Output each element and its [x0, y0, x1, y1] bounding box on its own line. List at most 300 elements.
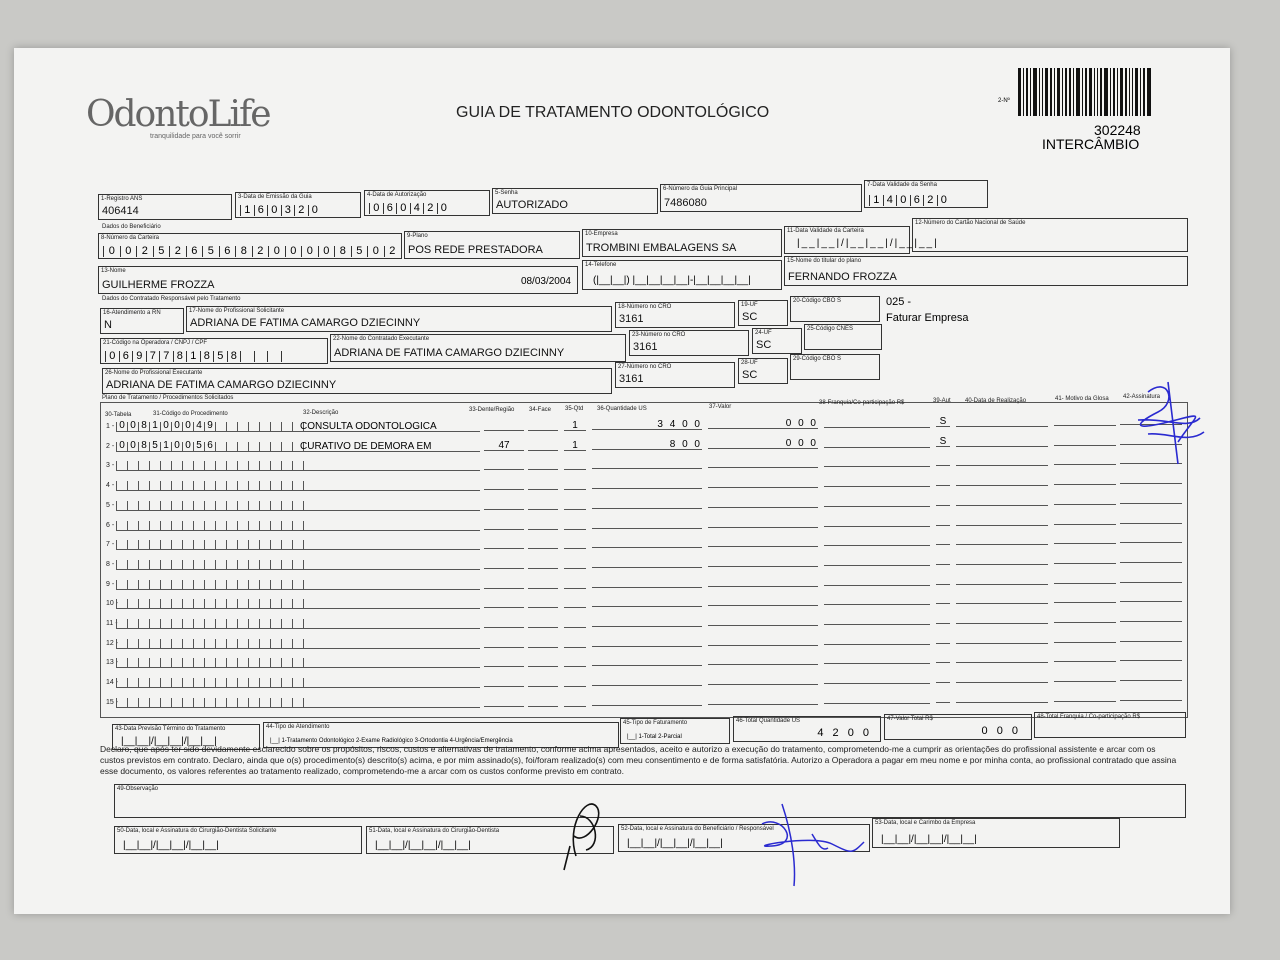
valor-cell — [708, 518, 818, 528]
code-cell: 1 — [149, 422, 160, 432]
digit-cell: 0 — [367, 246, 384, 257]
code-cell — [281, 639, 292, 649]
code-cell — [160, 599, 171, 609]
digit-cell: 6 — [254, 205, 268, 216]
guia-principal-value: 7486080 — [664, 197, 707, 209]
code-cell — [138, 580, 149, 590]
codigo-cells — [116, 461, 314, 470]
code-cell — [237, 481, 248, 491]
code-cell — [149, 678, 160, 688]
cro18-field[interactable] — [615, 302, 735, 328]
code-cell — [171, 461, 182, 471]
titular-field[interactable] — [784, 256, 1188, 286]
code-cell — [237, 580, 248, 590]
code-cell — [270, 678, 281, 688]
qtd-cell — [564, 618, 586, 628]
col-valor: 37-Valor — [709, 404, 732, 410]
aut-cell — [936, 673, 950, 683]
code-cell — [160, 698, 171, 708]
valor-total-field[interactable] — [884, 714, 1032, 740]
assinatura-cell — [1120, 474, 1182, 484]
code-cell: 0 — [171, 422, 182, 432]
code-cell — [281, 521, 292, 531]
sig51-label: 51-Data, local e Assinatura do Cirurgião-Dentista — [369, 828, 500, 834]
uf19-field[interactable] — [738, 300, 788, 326]
barcode-bar — [1135, 68, 1138, 116]
code-cell — [138, 501, 149, 511]
code-cell — [116, 619, 127, 629]
row-number: 4 - — [106, 482, 115, 490]
uf19-value: SC — [742, 311, 758, 323]
qtd-us-cell — [592, 637, 702, 647]
code-cell — [270, 481, 281, 491]
code-cell — [281, 461, 292, 471]
digit-cell: 0 — [318, 246, 335, 257]
code-cell — [237, 540, 248, 550]
col-face: 34-Face — [529, 407, 552, 413]
code-cell — [138, 639, 149, 649]
code-cell — [193, 501, 204, 511]
codigo-cells — [116, 521, 314, 530]
telefone-label: 14-Telefone — [585, 262, 617, 268]
data-realizacao-cell — [956, 575, 1048, 585]
row-number: 10 - — [106, 600, 119, 608]
code-cell — [270, 540, 281, 550]
code-cell — [259, 658, 270, 668]
code-cell — [138, 521, 149, 531]
procedure-row[interactable] — [104, 656, 1184, 670]
franquia-cell — [824, 576, 930, 586]
code-cell — [259, 461, 270, 471]
code-cell — [193, 461, 204, 471]
empresa-field[interactable] — [582, 229, 782, 257]
intercambio-label: INTERCÂMBIO — [1042, 136, 1140, 152]
cbo29-field[interactable] — [790, 354, 880, 380]
atendimento-rn-field[interactable] — [100, 308, 184, 334]
code-cell — [259, 678, 270, 688]
code-cell — [182, 481, 193, 491]
valor-cell — [708, 616, 818, 626]
qtd-us-cell — [592, 499, 702, 509]
qtd-us-cell — [592, 538, 702, 548]
codigo-cells — [116, 560, 314, 569]
digit-cell: 0 — [267, 205, 281, 216]
code-cell — [182, 619, 193, 629]
cns-field[interactable] — [912, 218, 1188, 252]
descricao-cell: CONSULTA ODONTOLOGICA — [300, 422, 480, 432]
executante-field[interactable] — [102, 368, 612, 394]
signature-dentist-image — [556, 786, 616, 876]
face-cell — [528, 539, 558, 549]
digit-cell: 6 — [119, 351, 133, 362]
code-cell — [248, 560, 259, 570]
valor-cell — [708, 695, 818, 705]
total-franquia-label: 48-Total Franquia / Co-participação R$ — [1037, 714, 1141, 720]
digit-cell: 5 — [153, 246, 170, 257]
code-cell — [215, 698, 226, 708]
assinatura-cell — [1120, 632, 1182, 642]
cro27-value: 3161 — [619, 373, 644, 385]
aut-cell — [936, 555, 950, 565]
qtd-cell — [564, 677, 586, 687]
titular-label: 15-Nome do titular do plano — [787, 258, 862, 264]
row-number: 15 - — [106, 698, 119, 706]
code-cell — [248, 698, 259, 708]
aut-cell — [936, 496, 950, 506]
aut-cell — [936, 476, 950, 486]
code-cell — [226, 481, 237, 491]
code-cell — [259, 521, 270, 531]
code-cell — [270, 422, 281, 432]
code-cell — [127, 658, 138, 668]
code-cell — [226, 442, 237, 452]
code-cell — [270, 580, 281, 590]
code-cell — [226, 501, 237, 511]
code-cell — [215, 422, 226, 432]
beneficiario-section: Dados do Beneficiário — [102, 224, 161, 230]
qtd-us-cell: 3 4 0 0 — [592, 420, 702, 430]
code-cell — [160, 540, 171, 550]
code-cell — [237, 619, 248, 629]
plano-value: POS REDE PRESTADORA — [408, 244, 543, 256]
assinatura-cell — [1120, 514, 1182, 524]
code-cell — [226, 422, 237, 432]
qtd-us-cell — [592, 656, 702, 666]
code-cell — [270, 619, 281, 629]
glosa-cell — [1054, 633, 1116, 643]
tipo-faturamento-field[interactable] — [620, 718, 730, 744]
row-number: 3 - — [106, 462, 115, 470]
plano-label: 9-Plano — [407, 233, 428, 239]
code-cell — [193, 619, 204, 629]
sig50-date: |__|__|/|__|__|/|__|__| — [123, 840, 219, 851]
dente-cell — [484, 559, 524, 569]
code-cell — [226, 540, 237, 550]
procedure-row[interactable] — [104, 617, 1184, 631]
code-cell — [160, 560, 171, 570]
sig50-field[interactable] — [114, 826, 362, 854]
digit-cell: 8 — [227, 351, 241, 362]
digit-cell: 7 — [159, 351, 173, 362]
descricao-cell — [300, 461, 480, 471]
face-cell — [528, 559, 558, 569]
data-emissao-field[interactable] — [235, 192, 361, 218]
telefone-blank: (|__|__|) |__|__|__|__|-|__|__|__|__| — [593, 275, 751, 286]
row-number: 14 - — [106, 679, 119, 687]
uf24-value: SC — [756, 339, 772, 351]
data-realizacao-cell — [956, 614, 1048, 624]
code-cell — [149, 658, 160, 668]
digit-cell: 8 — [200, 351, 214, 362]
code-cell — [226, 639, 237, 649]
code-cell — [149, 698, 160, 708]
code-cell — [193, 540, 204, 550]
side-text: Faturar Empresa — [886, 312, 969, 324]
code-cell — [171, 501, 182, 511]
digit-cell: 8 — [334, 246, 351, 257]
franquia-cell — [824, 556, 930, 566]
qtd-cell — [564, 500, 586, 510]
odontolife-logo: OdontoLife — [86, 94, 270, 135]
digit-cell: 1 — [240, 205, 254, 216]
col-descricao: 32-Descrição — [303, 410, 339, 416]
glosa-cell — [1054, 495, 1116, 505]
code-cell — [149, 501, 160, 511]
code-cell — [127, 501, 138, 511]
code-cell — [215, 658, 226, 668]
previsao-label: 43-Data Previsão Término do Tratamento — [115, 726, 226, 732]
code-cell — [237, 560, 248, 570]
digit-cell: 1 — [869, 195, 883, 206]
barcode-bar — [1065, 68, 1067, 116]
code-cell — [193, 580, 204, 590]
procedure-row[interactable] — [104, 459, 1184, 473]
codigo-operadora-field[interactable] — [100, 338, 328, 364]
senha-label: 5-Senha — [495, 190, 518, 196]
code-cell — [281, 580, 292, 590]
total-us-field[interactable] — [733, 716, 881, 742]
validade-carteira-field[interactable] — [784, 226, 939, 254]
aut-cell: S — [936, 437, 950, 447]
code-cell — [270, 599, 281, 609]
nome-contratado-field[interactable] — [330, 334, 626, 362]
code-cell — [248, 580, 259, 590]
procedure-row[interactable] — [104, 558, 1184, 572]
franquia-cell — [824, 595, 930, 605]
procedure-row[interactable] — [104, 435, 1184, 454]
col-qtd: 35-Qtd — [565, 406, 584, 412]
code-cell — [270, 639, 281, 649]
code-cell — [248, 599, 259, 609]
codigo-operadora-digits — [105, 351, 294, 362]
code-cell — [160, 501, 171, 511]
digit-cell: 2 — [169, 246, 186, 257]
cro18-label: 18-Número no CRO — [618, 304, 672, 310]
cro23-value: 3161 — [633, 341, 658, 353]
code-cell — [204, 580, 215, 590]
cbo20-field[interactable] — [790, 296, 880, 322]
carteira-field[interactable] — [98, 233, 402, 259]
barcode-bar — [1045, 68, 1048, 116]
codigo-cells — [116, 639, 314, 648]
code-cell — [160, 481, 171, 491]
cro18-value: 3161 — [619, 313, 644, 325]
assinatura-cell — [1120, 592, 1182, 602]
qtd-us-cell — [592, 519, 702, 529]
uf24-field[interactable] — [752, 328, 802, 354]
barcode-bar — [1147, 68, 1151, 116]
procedure-row[interactable] — [104, 696, 1184, 710]
codigo-cells — [116, 501, 314, 510]
qtd-cell — [564, 657, 586, 667]
observacao-label: 49-Observação — [117, 786, 159, 792]
code-cell — [237, 461, 248, 471]
senha-value: AUTORIZADO — [496, 199, 568, 211]
qtd-cell — [564, 520, 586, 530]
col-franquia: 38-Franquia/Co-participação R$ — [819, 400, 905, 406]
code-cell — [226, 521, 237, 531]
valor-cell — [708, 675, 818, 685]
executante-value: ADRIANA DE FATIMA CAMARGO DZIECINNY — [106, 379, 337, 391]
carteira-label: 8-Número da Carteira — [101, 235, 160, 241]
code-cell — [204, 501, 215, 511]
barcode-bar — [1104, 68, 1108, 116]
code-cell — [248, 521, 259, 531]
qtd-us-cell: 8 0 0 — [592, 440, 702, 450]
previsao-blank: |__|__|/|__|__|/|__|__| — [121, 736, 217, 747]
digit-cell: 2 — [136, 246, 153, 257]
franquia-cell — [824, 674, 930, 684]
descricao-cell — [300, 599, 480, 609]
face-cell — [528, 657, 558, 667]
digit-cell: 9 — [132, 351, 146, 362]
digit-cell: 2 — [294, 205, 308, 216]
franquia-cell — [824, 497, 930, 507]
descricao-cell — [300, 678, 480, 688]
code-cell — [193, 639, 204, 649]
digit-cell: 8 — [235, 246, 252, 257]
code-cell — [248, 442, 259, 452]
code-cell — [237, 639, 248, 649]
cbo20-label: 20-Código CBO S — [793, 298, 842, 304]
total-franquia-field[interactable] — [1034, 712, 1186, 738]
digit-cell: 0 — [369, 203, 383, 214]
registro-ans-field[interactable] — [98, 194, 232, 220]
dente-cell — [484, 460, 524, 470]
code-cell — [281, 442, 292, 452]
glosa-cell — [1054, 574, 1116, 584]
qtd-cell — [564, 598, 586, 608]
franquia-cell — [824, 477, 930, 487]
qtd-us-cell — [592, 696, 702, 706]
code-cell — [281, 422, 292, 432]
code-cell — [116, 481, 127, 491]
code-cell — [237, 521, 248, 531]
procedure-row[interactable] — [104, 578, 1184, 592]
digit-cell: 7 — [146, 351, 160, 362]
code-cell — [204, 560, 215, 570]
qtd-us-cell — [592, 479, 702, 489]
procedure-row[interactable] — [104, 538, 1184, 552]
cro23-field[interactable] — [629, 330, 749, 356]
logo-tagline: tranquilidade para você sorrir — [150, 133, 241, 140]
franquia-cell — [824, 536, 930, 546]
code-cell — [237, 698, 248, 708]
code-cell — [204, 619, 215, 629]
code-cell — [182, 639, 193, 649]
code-cell: 4 — [193, 422, 204, 432]
code-cell — [171, 698, 182, 708]
code-cell — [171, 678, 182, 688]
code-cell — [138, 540, 149, 550]
digit-cell: 5 — [351, 246, 368, 257]
barcode-bar — [1089, 68, 1092, 116]
sig53-label: 53-Data, local e Carimbo da Empresa — [875, 820, 976, 826]
procedure-row[interactable] — [104, 499, 1184, 513]
data-autorizacao-field[interactable] — [364, 190, 490, 216]
code-cell — [149, 521, 160, 531]
barcode-bar — [1026, 68, 1028, 116]
guia-principal-field[interactable] — [660, 184, 862, 212]
code-cell — [237, 501, 248, 511]
code-cell — [182, 580, 193, 590]
descricao-cell — [300, 521, 480, 531]
code-cell — [193, 560, 204, 570]
row-number: 2 - — [106, 442, 115, 450]
code-cell — [204, 639, 215, 649]
qtd-cell: 1 — [564, 421, 586, 431]
glosa-cell — [1054, 534, 1116, 544]
face-cell — [528, 500, 558, 510]
digit-cell: 0 — [396, 203, 410, 214]
nome-field[interactable] — [98, 266, 578, 294]
procedure-row[interactable] — [104, 597, 1184, 611]
code-cell: 0 — [182, 442, 193, 452]
code-cell — [237, 422, 248, 432]
uf28-field[interactable] — [738, 358, 788, 384]
telefone-field[interactable] — [582, 260, 782, 290]
sig53-field[interactable] — [872, 818, 1120, 848]
code-cell — [116, 599, 127, 609]
aut-cell — [936, 614, 950, 624]
plano-field[interactable] — [404, 231, 580, 259]
procedure-row[interactable] — [104, 416, 1184, 434]
code-cell — [193, 698, 204, 708]
glosa-cell — [1054, 692, 1116, 702]
aut-cell: S — [936, 417, 950, 427]
valor-cell — [708, 498, 818, 508]
digit-cell: 5 — [202, 246, 219, 257]
barcode-bar — [1069, 68, 1071, 116]
uf28-value: SC — [742, 369, 758, 381]
dente-cell — [484, 677, 524, 687]
row-number: 1 - — [106, 423, 115, 430]
observacao-field[interactable] — [114, 784, 1186, 818]
code-cell — [182, 540, 193, 550]
barcode-bar — [1117, 68, 1118, 116]
dente-cell — [484, 480, 524, 490]
cro27-field[interactable] — [615, 362, 735, 388]
valor-cell — [708, 458, 818, 468]
digit-cell: 0 — [105, 351, 119, 362]
data-emissao-digits — [240, 205, 321, 216]
code-cell — [182, 501, 193, 511]
senha-field[interactable] — [492, 188, 658, 214]
aut-cell — [936, 575, 950, 585]
barcode-bar — [1050, 68, 1052, 116]
validade-senha-field[interactable] — [864, 180, 988, 208]
dente-cell — [484, 421, 524, 431]
code-cell — [215, 619, 226, 629]
code-cell — [182, 698, 193, 708]
procedure-row[interactable] — [104, 637, 1184, 651]
data-realizacao-cell — [956, 555, 1048, 565]
qtd-cell — [564, 638, 586, 648]
dente-cell: 47 — [484, 441, 524, 451]
code-cell — [259, 619, 270, 629]
solicitante-field[interactable] — [186, 306, 612, 332]
code-cell — [204, 481, 215, 491]
row-number: 7 - — [106, 541, 115, 549]
cnes-field[interactable] — [804, 324, 882, 350]
qtd-cell: 1 — [564, 441, 586, 451]
procedure-row[interactable] — [104, 519, 1184, 533]
procedure-row[interactable] — [104, 479, 1184, 493]
valor-cell — [708, 577, 818, 587]
code-cell — [171, 658, 182, 668]
code-cell — [259, 560, 270, 570]
procedure-row[interactable] — [104, 676, 1184, 690]
